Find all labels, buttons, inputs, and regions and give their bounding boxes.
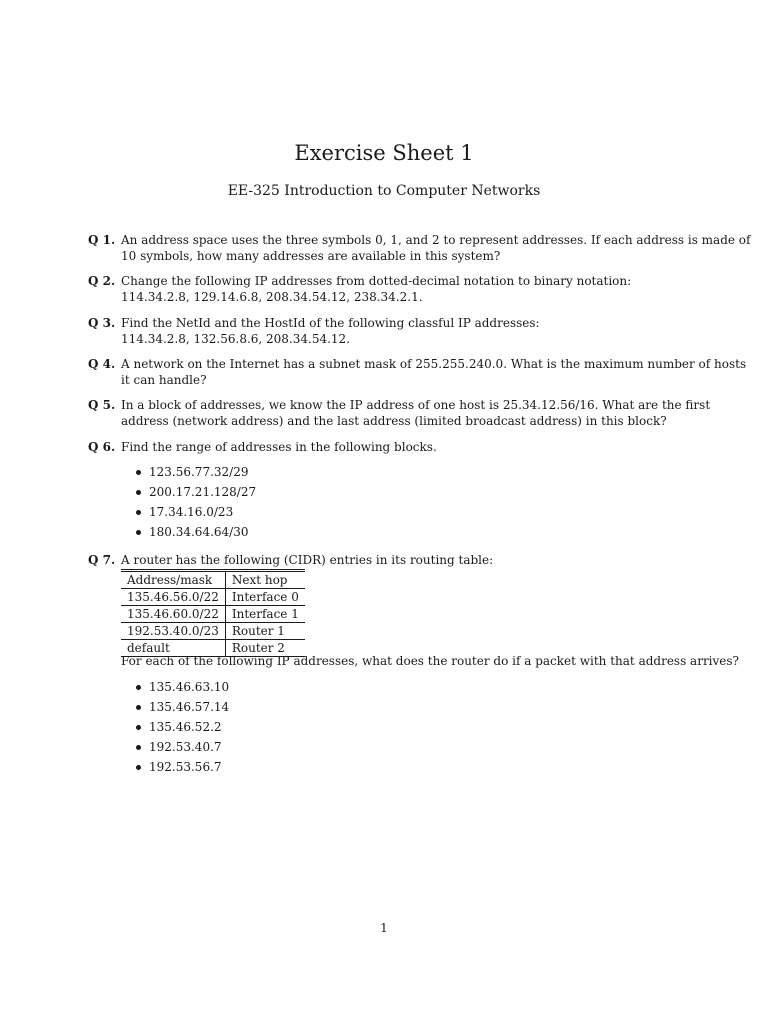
- question-number: Q 7.: [88, 553, 116, 567]
- page-number: 1: [380, 921, 388, 935]
- table-header-cell: Address/mask: [121, 571, 225, 589]
- list-item: 123.56.77.32/29: [136, 464, 256, 480]
- table-header-row: [121, 571, 305, 589]
- page-subtitle: EE-325 Introduction to Computer Networks: [227, 183, 541, 199]
- list-item: 135.46.52.2: [136, 719, 229, 735]
- question-text-line: 114.34.2.8, 132.56.8.6, 208.34.54.12.: [121, 332, 351, 346]
- table-cell: 192.53.40.0/23: [121, 623, 225, 640]
- question-text-line: Find the range of addresses in the following blocks.: [121, 440, 437, 454]
- question-5: [88, 397, 711, 429]
- list-item: 135.46.57.14: [136, 699, 229, 715]
- q7-bullet-list: [136, 679, 229, 775]
- table-cell: Interface 0: [225, 589, 305, 606]
- question-text-line: it can handle?: [121, 373, 207, 387]
- question-number: Q 4.: [88, 357, 116, 371]
- question-2: [88, 273, 688, 305]
- question-4: [88, 356, 747, 388]
- question-text-line: address (network address) and the last address (limited broadcast address) in this block?: [121, 414, 667, 428]
- question-text-line: Find the NetId and the HostId of the following classful IP addresses:: [121, 316, 540, 330]
- list-item: 192.53.40.7: [136, 739, 229, 755]
- question-text-line: For each of the following IP addresses, what does the router do if a packet with that address arrives?: [121, 654, 739, 668]
- list-item: 180.34.64.64/30: [136, 524, 256, 540]
- list-item: 200.17.21.128/27: [136, 484, 256, 500]
- table-cell: Router 1: [225, 623, 305, 640]
- question-1: [88, 232, 751, 264]
- question-text-line: An address space uses the three symbols 0, 1, and 2 to represent addresses. If each address is made of: [121, 233, 751, 247]
- question-text-line: Change the following IP addresses from dotted-decimal notation to binary notation:: [121, 274, 632, 288]
- page-title: Exercise Sheet 1: [294, 141, 474, 165]
- question-number: Q 2.: [88, 274, 116, 288]
- question-number: Q 3.: [88, 316, 116, 330]
- routing-table: [121, 569, 305, 657]
- question-3: [88, 315, 688, 347]
- table-cell: default: [121, 640, 225, 657]
- table-row: [121, 623, 305, 640]
- table-cell: 135.46.56.0/22: [121, 589, 225, 606]
- list-item: 135.46.63.10: [136, 679, 229, 695]
- question-number: Q 1.: [88, 233, 116, 247]
- question-text-line: A network on the Internet has a subnet mask of 255.255.240.0. What is the maximum number of hosts: [121, 357, 747, 371]
- question-text-line: 114.34.2.8, 129.14.6.8, 208.34.54.12, 238.34.2.1.: [121, 290, 423, 304]
- table-row: [121, 589, 305, 606]
- table-cell: Interface 1: [225, 606, 305, 623]
- question-number: Q 6.: [88, 440, 116, 454]
- question-text-line: A router has the following (CIDR) entries in its routing table:: [121, 553, 494, 567]
- question-number: Q 5.: [88, 398, 116, 412]
- table-cell: Router 2: [225, 640, 305, 657]
- question-6: [88, 439, 688, 455]
- table-header-cell: Next hop: [225, 571, 305, 589]
- list-item: 17.34.16.0/23: [136, 504, 256, 520]
- q6-bullet-list: [136, 464, 256, 540]
- table-row: [121, 606, 305, 623]
- list-item: 192.53.56.7: [136, 759, 229, 775]
- question-text-line: In a block of addresses, we know the IP address of one host is 25.34.12.56/16. What are the first: [121, 398, 711, 412]
- question-text-line: 10 symbols, how many addresses are available in this system?: [121, 249, 501, 263]
- question-7: [88, 552, 688, 568]
- table-cell: 135.46.60.0/22: [121, 606, 225, 623]
- q7-followup: [88, 653, 739, 669]
